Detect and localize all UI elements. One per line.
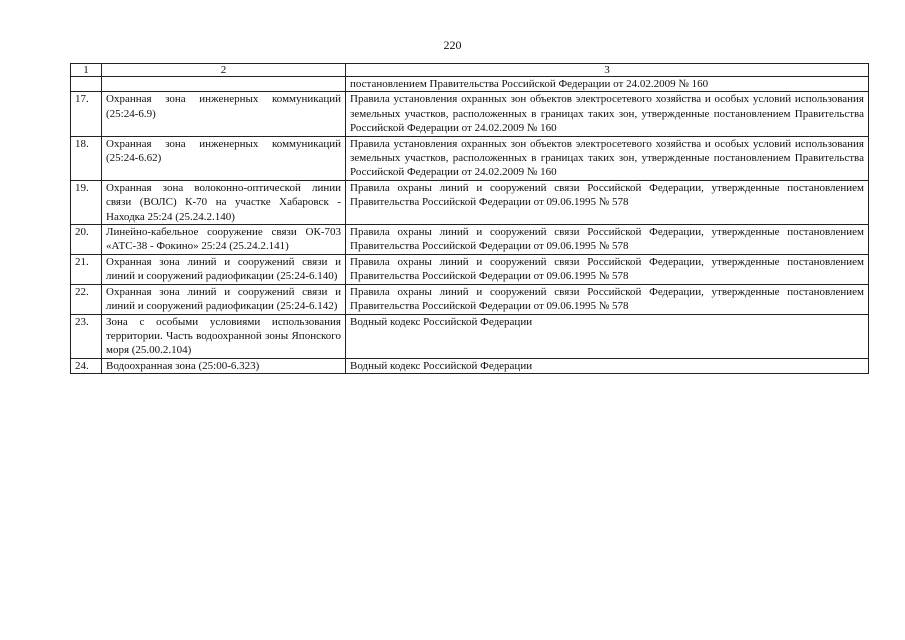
zone-name: Зона с особыми условиями использования территории. Часть водоохранной зоны Японского моря (25.00.2.104)	[102, 314, 346, 358]
zone-name: Водоохранная зона (25:00-6.323)	[102, 358, 346, 373]
table-row	[71, 284, 869, 314]
row-number: 21.	[71, 254, 102, 284]
zone-name: Охранная зона волоконно-оптической линии связи (ВОЛС) К-70 на участке Хабаровск - Находка 25:24 (25.24.2.140)	[102, 180, 346, 224]
column-header-basis: 3	[346, 64, 869, 77]
table-row	[71, 225, 869, 255]
page-number: 220	[443, 38, 462, 52]
table-row-continuation	[71, 77, 869, 92]
row-number: 17.	[71, 92, 102, 136]
table-row	[71, 92, 869, 136]
legal-basis: Правила охраны линий и сооружений связи Российской Федерации, утвержденные постановлением Правительства Российской Федерации от 09.06.1995 № 578	[346, 254, 869, 284]
row-number: 22.	[71, 284, 102, 314]
zone-name: Охранная зона инженерных коммуникаций (25:24-6.9)	[102, 92, 346, 136]
row-number: 23.	[71, 314, 102, 358]
zone-name: Линейно-кабельное сооружение связи ОК-703 «АТС-38 - Фокино» 25:24 (25.24.2.141)	[102, 225, 346, 255]
legal-basis: Правила установления охранных зон объектов электросетевого хозяйства и особых условий использования земельных участков, расположенных в границах таких зон, утвержденные постановлением Правительства Российской Федерации от 24.02.2009 № 160	[346, 136, 869, 180]
legal-basis: Водный кодекс Российской Федерации	[346, 358, 869, 373]
table-header-row	[71, 64, 869, 77]
zone-name	[102, 77, 346, 92]
column-header-number: 1	[71, 64, 102, 77]
legal-basis: постановлением Правительства Российской Федерации от 24.02.2009 № 160	[346, 77, 869, 92]
legal-basis: Правила установления охранных зон объектов электросетевого хозяйства и особых условий использования земельных участков, расположенных в границах таких зон, утвержденные постановлением Правительства Российской Федерации от 24.02.2009 № 160	[346, 92, 869, 136]
row-number: 19.	[71, 180, 102, 224]
legal-basis: Правила охраны линий и сооружений связи Российской Федерации, утвержденные постановлением Правительства Российской Федерации от 09.06.1995 № 578	[346, 225, 869, 255]
row-number: 24.	[71, 358, 102, 373]
table-row	[71, 254, 869, 284]
row-number: 20.	[71, 225, 102, 255]
zone-name: Охранная зона инженерных коммуникаций (25:24-6.62)	[102, 136, 346, 180]
row-number	[71, 77, 102, 92]
legal-basis: Правила охраны линий и сооружений связи Российской Федерации, утвержденные постановлением Правительства Российской Федерации от 09.06.1995 № 578	[346, 180, 869, 224]
column-header-name: 2	[102, 64, 346, 77]
table-row	[71, 180, 869, 224]
zone-name: Охранная зона линий и сооружений связи и линий и сооружений радиофикации (25:24-6.140)	[102, 254, 346, 284]
zone-name: Охранная зона линий и сооружений связи и линий и сооружений радиофикации (25:24-6.142)	[102, 284, 346, 314]
table-row	[71, 136, 869, 180]
table-row	[71, 314, 869, 358]
legal-basis: Правила охраны линий и сооружений связи Российской Федерации, утвержденные постановлением Правительства Российской Федерации от 09.06.1995 № 578	[346, 284, 869, 314]
row-number: 18.	[71, 136, 102, 180]
zones-table	[70, 63, 869, 374]
table-row	[71, 358, 869, 373]
legal-basis: Водный кодекс Российской Федерации	[346, 314, 869, 358]
